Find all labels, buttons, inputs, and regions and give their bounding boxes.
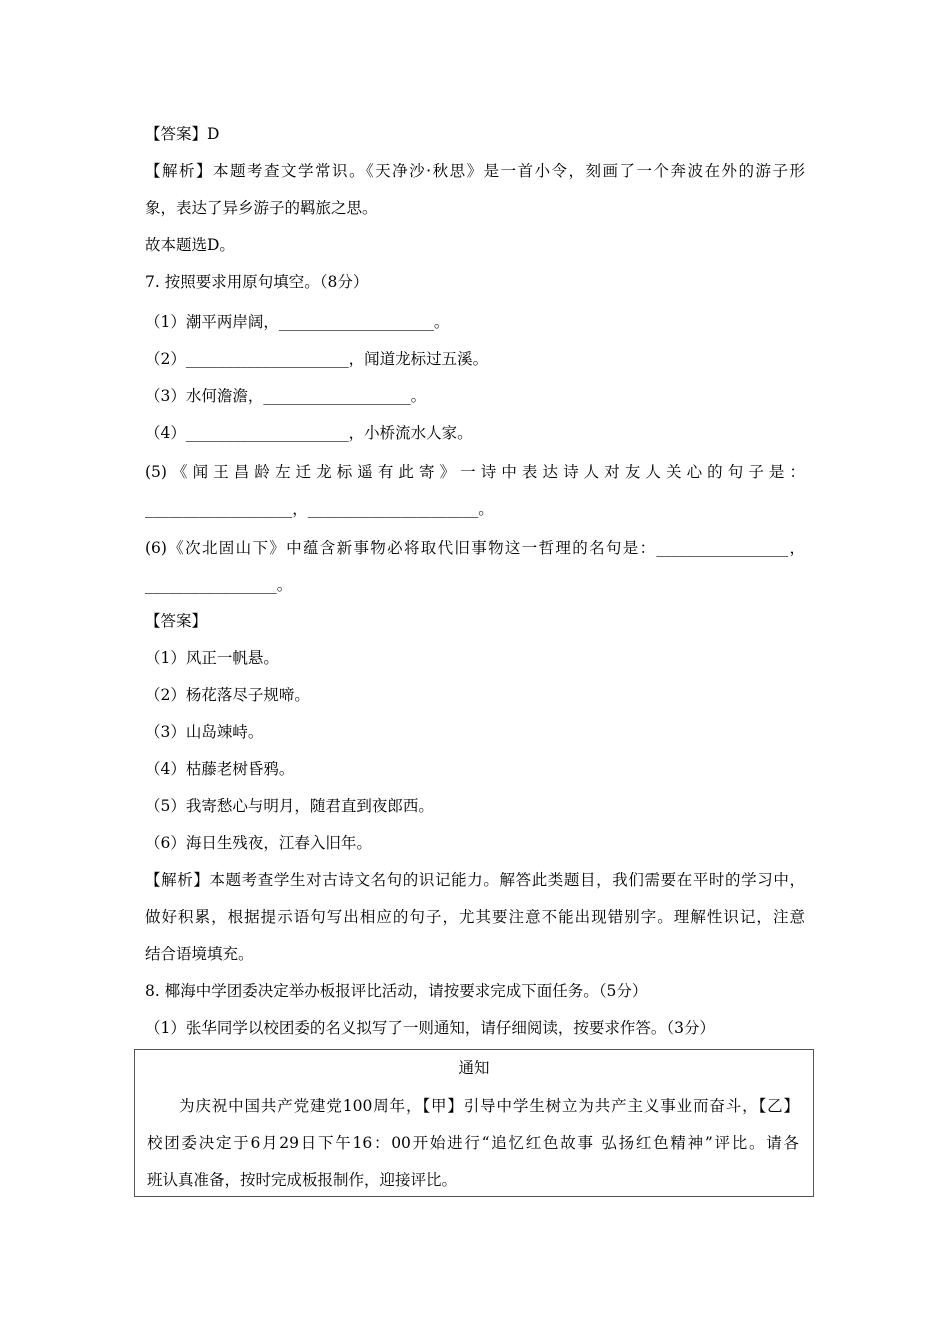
notice-box bbox=[134, 1049, 814, 1197]
notice-line: 为庆祝中国共产党建党100周年，【甲】引导中学生树立为共产主义事业而奋斗，【乙】 bbox=[179, 1097, 799, 1115]
text-line: （3）水何澹澹，___________________。 bbox=[145, 387, 427, 405]
text-line: 8. 椰海中学团委决定举办板报评比活动，请按要求完成下面任务。（5分） bbox=[145, 982, 648, 1000]
text-line: (5)《闻王昌龄左迁龙标遥有此寄》一诗中表达诗人对友人关心的句子是： bbox=[145, 463, 805, 481]
notice-line: 班认真准备，按时完成板报制作，迎接评比。 bbox=[147, 1171, 458, 1189]
text-line: （2）_____________________，闻道龙标过五溪。 bbox=[145, 350, 489, 368]
text-line: 【解析】本题考查文学常识。《天净沙·秋思》是一首小令，刻画了一个奔波在外的游子形 bbox=[145, 162, 805, 180]
text-line: （2）杨花落尽子规啼。 bbox=[145, 686, 310, 704]
text-line: （1）潮平两岸阔，____________________。 bbox=[145, 313, 450, 331]
text-line: （3）山岛竦峙。 bbox=[145, 723, 264, 741]
text-line: 【答案】 bbox=[145, 612, 208, 630]
text-line: 【答案】D bbox=[145, 125, 220, 143]
text-line: （1）风正一帆悬。 bbox=[145, 649, 279, 667]
text-line: 7. 按照要求用原句填空。（8分） bbox=[145, 273, 369, 291]
text-line: 【解析】本题考查学生对古诗文名句的识记能力。解答此类题目，我们需要在平时的学习中， bbox=[145, 871, 805, 889]
text-line: 结合语境填充。 bbox=[145, 945, 254, 963]
text-line: （5）我寄愁心与明月，随君直到夜郎西。 bbox=[145, 797, 434, 815]
text-line: _________________。 bbox=[145, 576, 293, 594]
text-line: （6）海日生残夜，江春入旧年。 bbox=[145, 834, 372, 852]
text-line: （4）枯藤老树昏鸦。 bbox=[145, 760, 295, 778]
text-line: （4）_____________________，小桥流水人家。 bbox=[145, 424, 473, 442]
text-line: （1）张华同学以校团委的名义拟写了一则通知，请仔细阅读，按要求作答。（3分） bbox=[145, 1019, 715, 1037]
notice-line: 校团委决定于6月29日下午16：00开始进行“追忆红色故事 弘扬红色精神”评比。请各 bbox=[147, 1134, 799, 1152]
text-line: 故本题选D。 bbox=[145, 236, 235, 254]
notice-title: 通知 bbox=[458, 1059, 490, 1077]
text-line: 象，表达了异乡游子的羁旅之思。 bbox=[145, 199, 378, 217]
text-line: ___________________，______________________。 bbox=[145, 500, 494, 518]
text-line: (6)《次北固山下》中蕴含新事物必将取代旧事物这一哲理的名句是：_________________， bbox=[145, 539, 805, 557]
text-line: 做好积累，根据提示语句写出相应的句子，尤其要注意不能出现错别字。理解性识记，注意 bbox=[145, 908, 805, 926]
